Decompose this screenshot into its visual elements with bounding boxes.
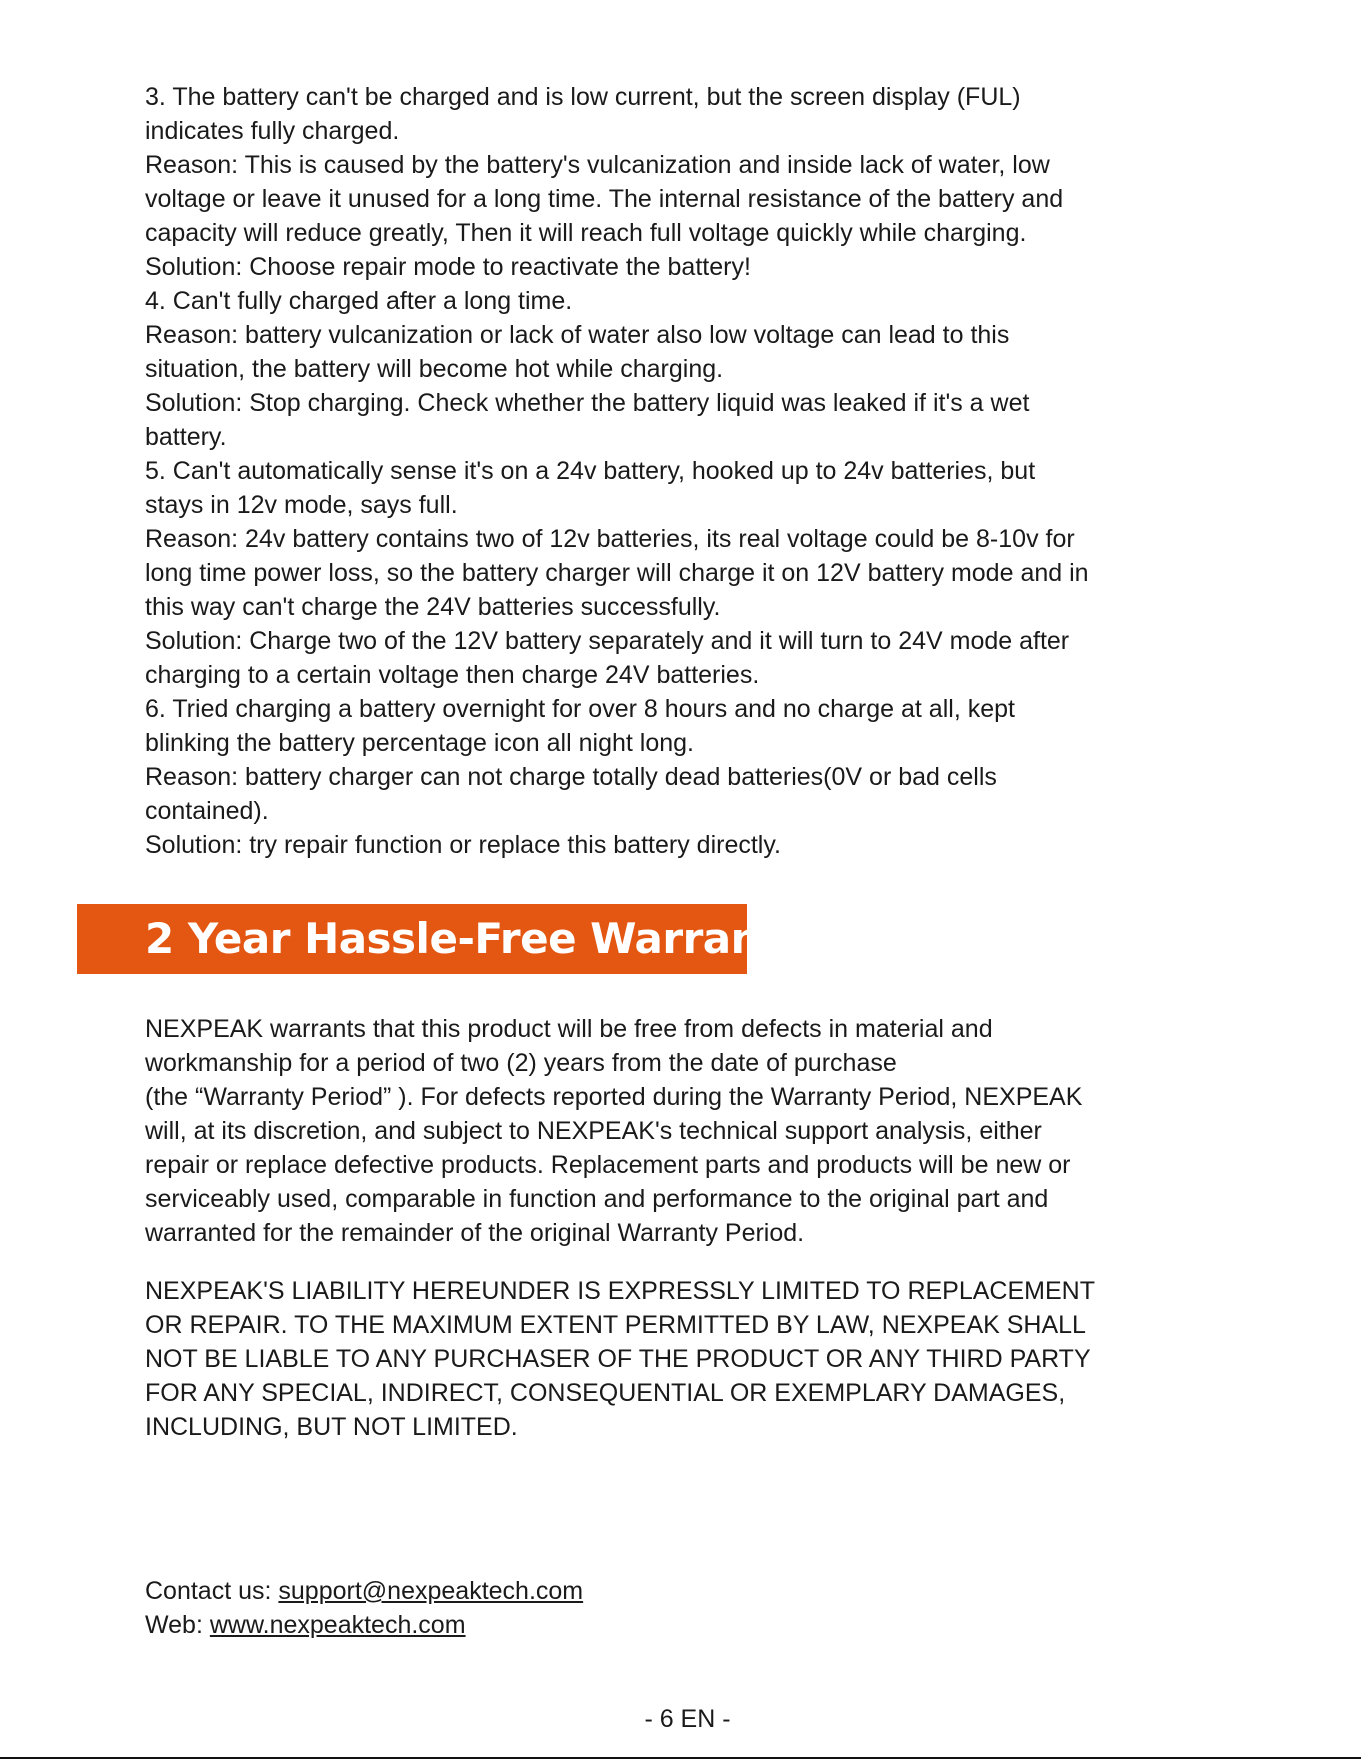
text-line: will, at its discretion, and subject to NEXPEAK's technical support analysis, either bbox=[145, 1117, 1042, 1145]
text-line: situation, the battery will become hot while charging. bbox=[145, 355, 724, 383]
text-line: 3. The battery can't be charged and is low current, but the screen display (FUL) bbox=[145, 83, 1021, 111]
page-footer bbox=[0, 1702, 1361, 1736]
warranty-banner bbox=[77, 904, 807, 974]
text-line: indicates fully charged. bbox=[145, 117, 400, 145]
text-line: serviceably used, comparable in function and performance to the original part and bbox=[145, 1185, 1049, 1213]
text-line: Reason: This is caused by the battery's vulcanization and inside lack of water, low bbox=[145, 151, 1050, 179]
text-line: 5. Can't automatically sense it's on a 24v battery, hooked up to 24v batteries, but bbox=[145, 457, 1036, 485]
text-line: FOR ANY SPECIAL, INDIRECT, CONSEQUENTIAL OR EXEMPLARY DAMAGES, bbox=[145, 1379, 1066, 1407]
text-line: voltage or leave it unused for a long time. The internal resistance of the battery and bbox=[145, 185, 1064, 213]
warranty-section bbox=[145, 1012, 1235, 1250]
text-line: Reason: 24v battery contains two of 12v batteries, its real voltage could be 8-10v for bbox=[145, 525, 1075, 553]
text-line: contained). bbox=[145, 797, 269, 825]
text-line: OR REPAIR. TO THE MAXIMUM EXTENT PERMITTED BY LAW, NEXPEAK SHALL bbox=[145, 1311, 1086, 1339]
contact-email-link[interactable]: support@nexpeaktech.com bbox=[278, 1577, 584, 1605]
text-line: INCLUDING, BUT NOT LIMITED. bbox=[145, 1413, 518, 1441]
text-line: 6. Tried charging a battery overnight for over 8 hours and no charge at all, kept bbox=[145, 695, 1015, 723]
text-line: repair or replace defective products. Replacement parts and products will be new or bbox=[145, 1151, 1071, 1179]
troubleshooting-section bbox=[145, 80, 1235, 862]
text-line: charging to a certain voltage then charge 24V batteries. bbox=[145, 661, 760, 689]
text-line: Solution: Choose repair mode to reactivate the battery! bbox=[145, 253, 751, 281]
text-line: Solution: Charge two of the 12V battery separately and it will turn to 24V mode after bbox=[145, 627, 1070, 655]
text-line: (the “Warranty Period” ). For defects reported during the Warranty Period, NEXPEAK bbox=[145, 1083, 1083, 1111]
text-line: 4. Can't fully charged after a long time. bbox=[145, 287, 573, 315]
text-line: workmanship for a period of two (2) years from the date of purchase bbox=[145, 1049, 897, 1077]
text-line: long time power loss, so the battery charger will charge it on 12V battery mode and in bbox=[145, 559, 1089, 587]
contact-email-label: Contact us: bbox=[145, 1577, 272, 1605]
text-line: battery. bbox=[145, 423, 227, 451]
bottom-divider bbox=[0, 1757, 1361, 1759]
contact-web-row bbox=[145, 1608, 583, 1642]
text-line: Reason: battery charger can not charge totally dead batteries(0V or bad cells bbox=[145, 763, 997, 791]
warranty-heading: 2 Year Hassle-Free Warranty bbox=[145, 914, 807, 963]
text-line: Solution: Stop charging. Check whether the battery liquid was leaked if it's a wet bbox=[145, 389, 1030, 417]
contact-web-link[interactable]: www.nexpeaktech.com bbox=[209, 1611, 466, 1639]
contact-web-label: Web: bbox=[145, 1611, 203, 1639]
text-line: this way can't charge the 24V batteries successfully. bbox=[145, 593, 721, 621]
contact-block bbox=[145, 1574, 583, 1642]
text-line: blinking the battery percentage icon all night long. bbox=[145, 729, 694, 757]
text-line: warranted for the remainder of the original Warranty Period. bbox=[145, 1219, 805, 1247]
text-line: stays in 12v mode, says full. bbox=[145, 491, 458, 519]
liability-section bbox=[145, 1274, 1245, 1444]
text-line: NEXPEAK'S LIABILITY HEREUNDER IS EXPRESSLY LIMITED TO REPLACEMENT bbox=[145, 1277, 1095, 1305]
text-line: NOT BE LIABLE TO ANY PURCHASER OF THE PRODUCT OR ANY THIRD PARTY bbox=[145, 1345, 1091, 1373]
text-line: Solution: try repair function or replace this battery directly. bbox=[145, 831, 781, 859]
text-line: capacity will reduce greatly, Then it will reach full voltage quickly while charging. bbox=[145, 219, 1027, 247]
text-line: Reason: battery vulcanization or lack of water also low voltage can lead to this bbox=[145, 321, 1010, 349]
text-line: NEXPEAK warrants that this product will be free from defects in material and bbox=[145, 1015, 993, 1043]
contact-email-row bbox=[145, 1574, 583, 1608]
page-number: - 6 EN - bbox=[644, 1705, 731, 1733]
